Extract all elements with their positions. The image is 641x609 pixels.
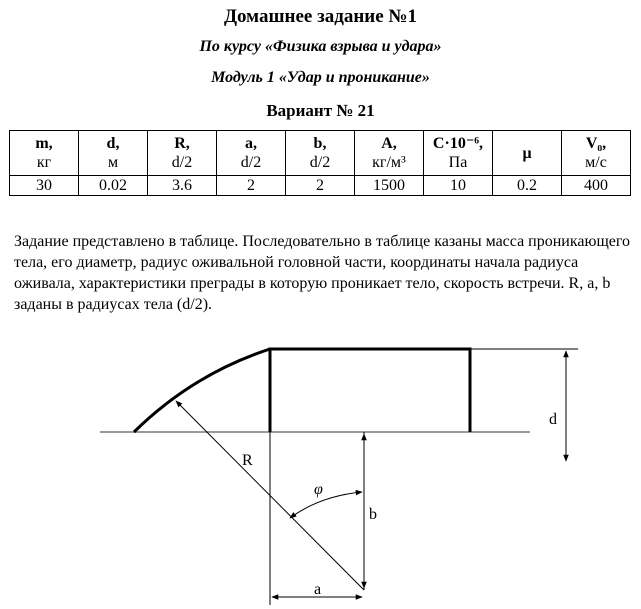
header-symbol: a,	[245, 135, 257, 152]
table-header-row	[10, 131, 631, 176]
header-cell-d	[79, 131, 148, 176]
header-symbol: m,	[35, 135, 53, 152]
task-description: Задание представлено в таблице. Последовательно в таблице казаны масса проникающего тела, его диаметр, радиус оживальной головной части, координаты начала радиуса оживала, характеристики преграды в которую проникает тело, скорость встречи. R, a, b заданы в радиусах тела (d/2).	[14, 233, 631, 313]
header-cell-b	[286, 131, 355, 176]
value-cell-A: 1500	[355, 176, 424, 196]
value-cell-V0: 400	[562, 176, 631, 196]
header-unit: d/2	[240, 154, 262, 171]
label-R: R	[242, 452, 253, 469]
course-title: По курсу «Физика взрыва и удара»	[199, 38, 442, 55]
header-cell-A	[355, 131, 424, 176]
header-cell-a	[217, 131, 286, 176]
body-outline	[270, 349, 470, 432]
value-cell-d: 0.02	[79, 176, 148, 196]
header-unit: Па	[448, 154, 468, 171]
header-unit: кг	[36, 154, 52, 171]
value-cell-b: 2	[286, 176, 355, 196]
angle-phi-arc	[290, 492, 362, 518]
penetrator-diagram	[0, 330, 641, 609]
header-unit: кг/м³	[372, 154, 406, 171]
label-phi: φ	[314, 481, 323, 498]
header-unit: м/с	[585, 154, 607, 171]
header-unit: м	[107, 154, 119, 171]
label-a: a	[314, 581, 322, 598]
value-cell-m: 30	[10, 176, 79, 196]
header-cell-C	[424, 131, 493, 176]
header-cell-mu	[493, 131, 562, 176]
value-cell-a: 2	[217, 176, 286, 196]
ogive-arc	[134, 349, 270, 432]
header-unit: d/2	[171, 154, 193, 171]
value-cell-C: 10	[424, 176, 493, 196]
header-symbol: μ	[522, 144, 532, 162]
page-title: Домашнее задание №1	[223, 6, 418, 27]
header-symbol: R,	[174, 135, 190, 152]
variant-title: Вариант № 21	[266, 101, 375, 120]
header-symbol: V₀,	[585, 135, 607, 152]
header-unit: d/2	[309, 154, 331, 171]
label-d: d	[549, 411, 557, 428]
label-b: b	[369, 506, 377, 523]
header-cell-R	[148, 131, 217, 176]
header-cell-V0	[562, 131, 631, 176]
header-symbol: d,	[106, 135, 120, 152]
parameters-table	[9, 130, 631, 196]
header-symbol: C·10⁻⁶,	[432, 135, 484, 152]
header-cell-m	[10, 131, 79, 176]
table-values-row	[10, 176, 631, 196]
module-title: Модуль 1 «Удар и проникание»	[211, 69, 430, 86]
header-symbol: b,	[313, 135, 327, 152]
value-cell-R: 3.6	[148, 176, 217, 196]
value-cell-mu: 0.2	[493, 176, 562, 196]
header-symbol: A,	[381, 135, 397, 152]
